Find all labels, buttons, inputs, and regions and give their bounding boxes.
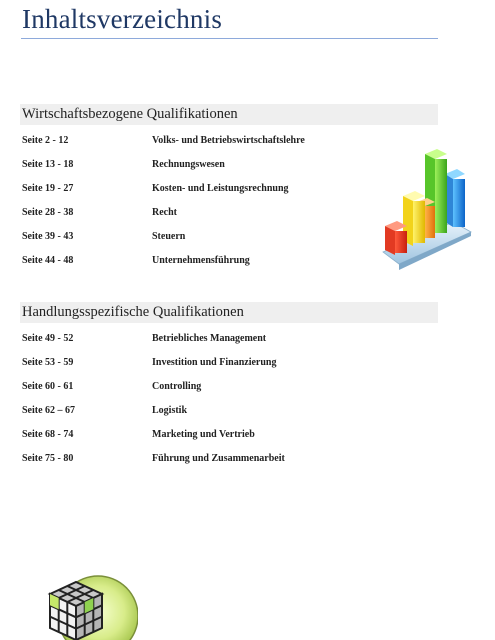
toc-page-range: Seite 13 - 18	[22, 159, 74, 170]
title-divider	[21, 38, 438, 39]
toc-entry-title: Recht	[152, 207, 177, 218]
toc-page-range: Seite 28 - 38	[22, 207, 74, 218]
toc-entry-title: Logistik	[152, 405, 188, 416]
toc-page-range: Seite 44 - 48	[22, 255, 74, 266]
toc-entry-title: Marketing und Vertrieb	[152, 429, 255, 440]
section-heading-wirtschaft: Wirtschaftsbezogene Qualifikationen	[20, 104, 438, 125]
toc-entry-title: Volks- und Betriebswirtschaftslehre	[152, 135, 305, 146]
toc-page-range: Seite 49 - 52	[22, 333, 74, 344]
toc-page-range: Seite 68 - 74	[22, 429, 74, 440]
toc-entry-title: Kosten- und Leistungsrechnung	[152, 183, 289, 194]
toc-page-range: Seite 75 - 80	[22, 453, 74, 464]
toc-page-range: Seite 53 - 59	[22, 357, 74, 368]
toc-entry-title: Führung und Zusammenarbeit	[152, 453, 285, 464]
toc-page-range: Seite 2 - 12	[22, 135, 69, 146]
toc-page-range: Seite 39 - 43	[22, 231, 74, 242]
page-title: Inhaltsverzeichnis	[22, 4, 223, 34]
section-heading-handlung: Handlungsspezifische Qualifikationen	[20, 302, 438, 323]
toc-entry-title: Investition und Finanzierung	[152, 357, 277, 368]
toc-entry-title: Rechnungswesen	[152, 159, 225, 170]
toc-entry-title: Steuern	[152, 231, 186, 242]
toc-entry-title: Betriebliches Management	[152, 333, 267, 344]
toc-entry-title: Unternehmensführung	[152, 255, 250, 266]
toc-page-range: Seite 60 - 61	[22, 381, 74, 392]
toc-page-range: Seite 62 – 67	[22, 405, 76, 416]
toc-entry-title: Controlling	[152, 381, 202, 392]
rubiks-cube-icon	[38, 572, 138, 640]
bar-chart-3d-icon	[375, 140, 475, 280]
toc-page-range: Seite 19 - 27	[22, 183, 74, 194]
